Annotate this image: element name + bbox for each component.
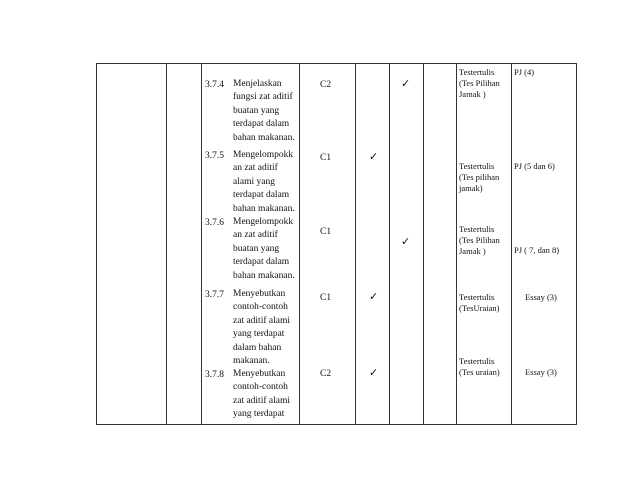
cognitive-level: C1 [320, 153, 332, 163]
description-line: zat aditif alami [233, 395, 290, 406]
test-line: (TesUraian) [459, 303, 500, 313]
description-line: bahan makanan. [233, 203, 295, 214]
indicator-description [233, 216, 295, 283]
item-number: PJ (4) [514, 67, 535, 77]
test-type [459, 224, 500, 257]
check-icon: ✓ [401, 236, 411, 248]
description-line: an zat aditif [233, 230, 278, 241]
description-line: zat aditif alami [233, 315, 290, 326]
test-line: (Tes pilihan [459, 172, 500, 182]
test-line: Testertulis [459, 67, 495, 77]
test-type [459, 356, 500, 378]
item-number: Essay (3) [525, 367, 557, 377]
test-line: (Tes Pilihan [459, 78, 500, 88]
column-divider [423, 64, 424, 424]
indicator-code: 3.7.8 [205, 370, 224, 380]
item-number: PJ (5 dan 6) [514, 161, 555, 171]
indicator-description [233, 149, 295, 216]
check-icon: ✓ [369, 367, 379, 379]
check-icon: ✓ [401, 78, 411, 90]
column-divider [355, 64, 356, 424]
description-line: dalam bahan [233, 342, 282, 353]
test-line: Testertulis [459, 161, 495, 171]
column-divider [166, 64, 167, 424]
column-divider [201, 64, 202, 424]
test-line: Jamak ) [459, 246, 486, 256]
check-icon: ✓ [369, 291, 379, 303]
item-number: Essay (3) [525, 292, 557, 302]
description-line: buatan yang [233, 105, 280, 116]
indicator-description [233, 78, 295, 145]
description-line: alami yang [233, 176, 275, 187]
description-line: Mengelompokk [233, 150, 294, 160]
test-line: Testertulis [459, 224, 495, 234]
description-line: contoh-contoh [233, 382, 288, 393]
indicator-description [233, 288, 290, 368]
column-divider [299, 64, 300, 424]
check-icon: ✓ [369, 151, 379, 163]
description-line: Menyebutkan [233, 289, 286, 299]
indicator-code: 3.7.7 [205, 290, 224, 300]
test-line: Testertulis [459, 292, 495, 302]
description-line: terdapat dalam [233, 119, 290, 130]
description-line: terdapat dalam [233, 190, 290, 201]
test-type [459, 292, 499, 314]
description-line: buatan yang [233, 243, 280, 254]
description-line: fungsi zat aditif [233, 92, 293, 103]
description-line: Menjelaskan [233, 79, 282, 89]
test-type [459, 161, 499, 194]
description-line: bahan makanan. [233, 270, 295, 281]
test-type [459, 67, 500, 100]
test-line: Jamak ) [459, 89, 486, 99]
indicator-code: 3.7.5 [205, 151, 224, 161]
assessment-table [96, 63, 577, 425]
description-line: Menyebutkan [233, 369, 286, 379]
test-line: Testertulis [459, 356, 495, 366]
description-line: yang terdapat [233, 329, 285, 340]
item-number: PJ ( 7, dan 8) [514, 245, 560, 255]
cognitive-level: C1 [320, 293, 332, 303]
column-divider [389, 64, 390, 424]
description-line: an zat aditif [233, 163, 278, 174]
test-line: (Tes uraian) [459, 367, 500, 377]
description-line: contoh-contoh [233, 302, 288, 313]
indicator-code: 3.7.4 [205, 80, 224, 90]
cognitive-level: C2 [320, 369, 332, 379]
indicator-description [233, 368, 290, 422]
cognitive-level: C1 [320, 227, 332, 237]
indicator-code: 3.7.6 [205, 218, 224, 228]
description-line: Mengelompokk [233, 217, 294, 227]
test-line: jamak) [459, 183, 483, 193]
column-divider [456, 64, 457, 424]
description-line: bahan makanan. [233, 132, 295, 143]
cognitive-level: C2 [320, 80, 332, 90]
description-line: terdapat dalam [233, 257, 290, 268]
description-line: makanan. [233, 356, 270, 367]
description-line: yang terdapat [233, 409, 285, 420]
test-line: (Tes Pilihan [459, 235, 500, 245]
column-divider [511, 64, 512, 424]
